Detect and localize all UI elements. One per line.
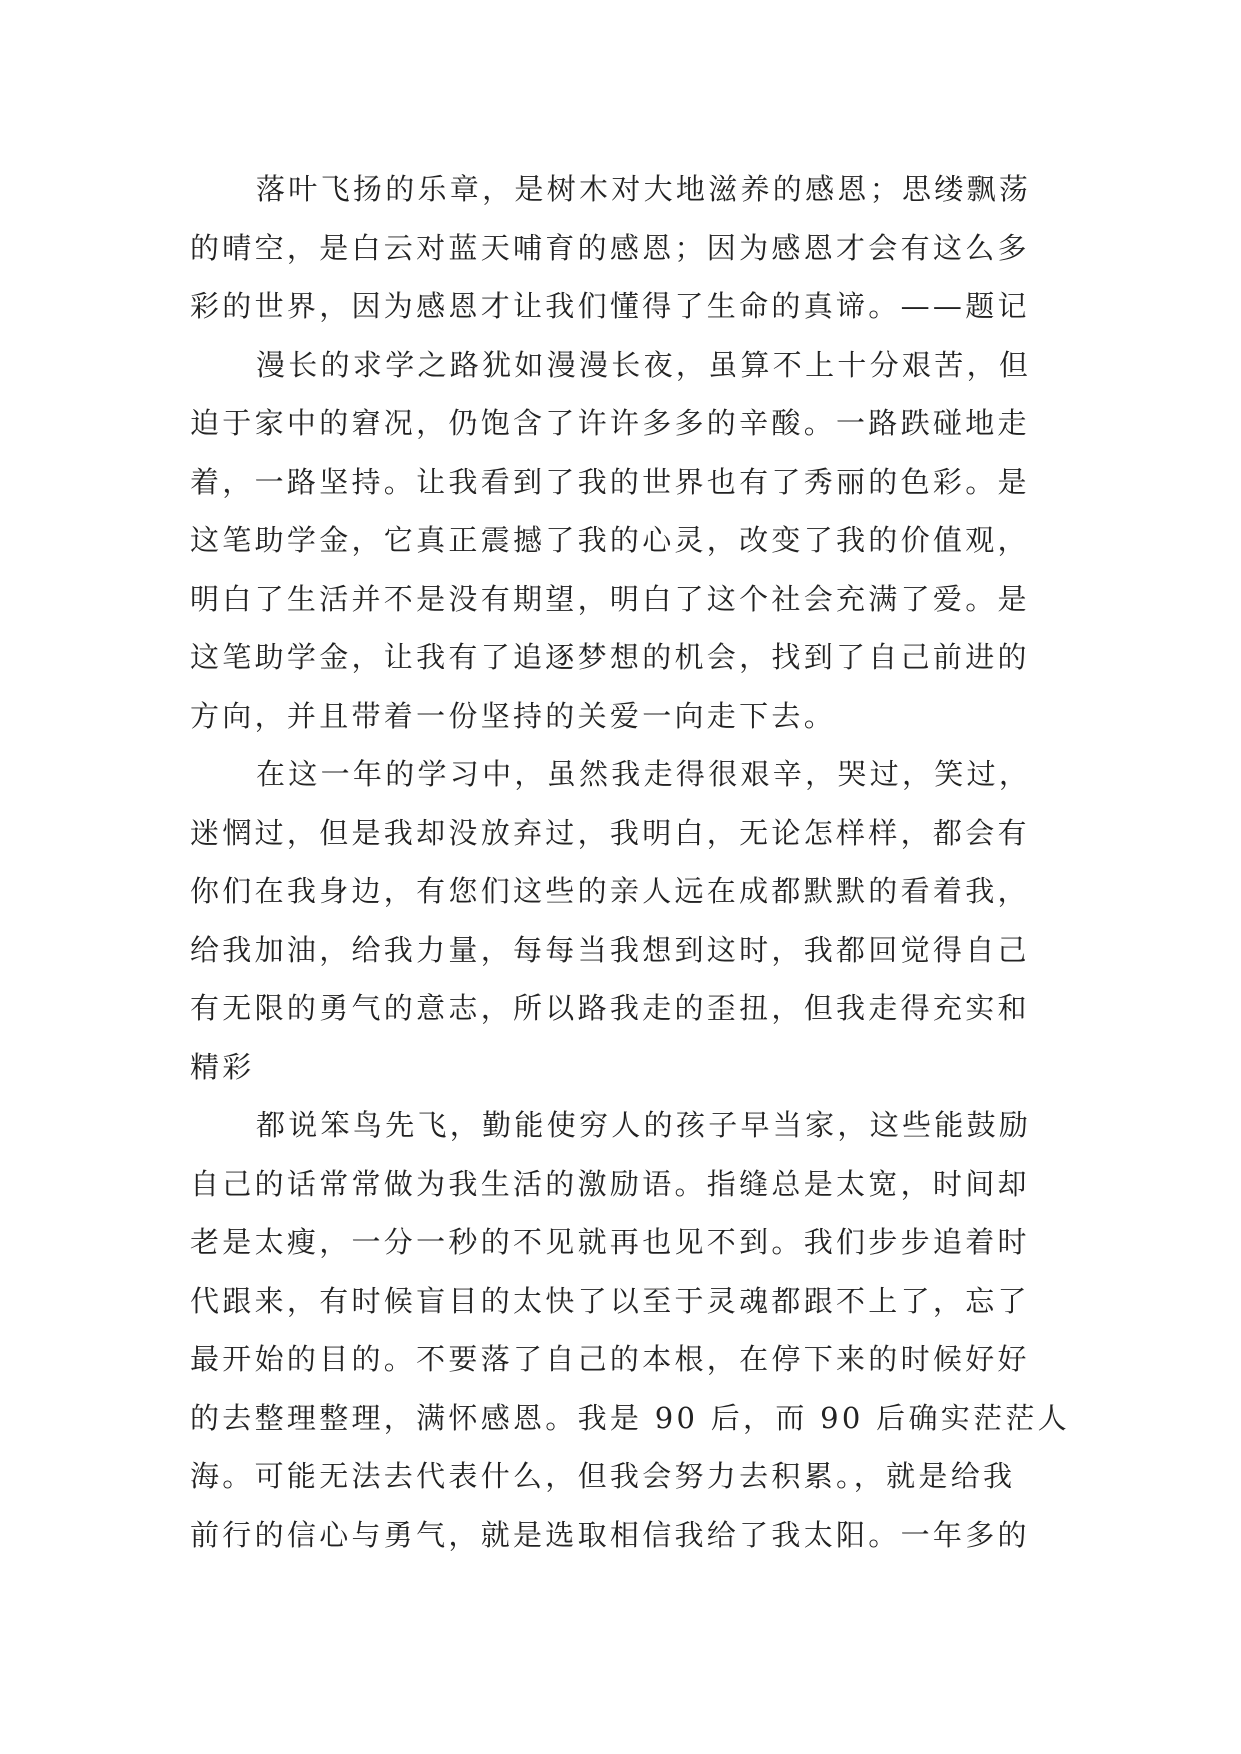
text-line: 给我加油，给我力量，每每当我想到这时，我都回觉得自己 bbox=[190, 932, 1030, 967]
text-line: 的去整理整理，满怀感恩。我是 90 后，而 90 后确实茫茫人 bbox=[190, 1400, 1070, 1435]
paragraph-3 bbox=[190, 745, 1070, 1096]
text-line: 在这一年的学习中，虽然我走得很艰辛，哭过，笑过， bbox=[256, 757, 1032, 791]
text-line: 漫长的求学之路犹如漫漫长夜，虽算不上十分艰苦，但 bbox=[256, 347, 1032, 382]
paragraph-1 bbox=[190, 160, 1070, 336]
text-line: 老是太瘦，一分一秒的不见就再也见不到。我们步步追着时 bbox=[190, 1225, 1030, 1259]
paragraph-4 bbox=[190, 1096, 1070, 1564]
body-text bbox=[190, 160, 1070, 1564]
text-line: 迫于家中的窘况，仍饱含了许许多多的辛酸。一路跌碰地走 bbox=[190, 406, 1030, 440]
text-line: 代跟来，有时候盲目的太快了以至于灵魂都跟不上了，忘了 bbox=[190, 1283, 1030, 1318]
text-line: 迷惘过，但是我却没放弃过，我明白，无论怎样样，都会有 bbox=[190, 815, 1030, 850]
text-line: 有无限的勇气的意志，所以路我走的歪扭，但我走得充实和 bbox=[190, 991, 1030, 1025]
text-line: 的晴空，是白云对蓝天哺育的感恩；因为感恩才会有这么多 bbox=[190, 230, 1030, 265]
text-line: 你们在我身边，有您们这些的亲人远在成都默默的看着我， bbox=[190, 874, 1030, 908]
text-line: 这笔助学金，让我有了追逐梦想的机会，找到了自己前进的 bbox=[190, 640, 1030, 674]
text-line: 着，一路坚持。让我看到了我的世界也有了秀丽的色彩。是 bbox=[190, 464, 1030, 499]
paragraph-2 bbox=[190, 336, 1070, 746]
text-line: 明白了生活并不是没有期望，明白了这个社会充满了爱。是 bbox=[190, 581, 1030, 616]
text-line: 最开始的目的。不要落了自己的本根，在停下来的时候好好 bbox=[190, 1342, 1030, 1376]
text-line: 自己的话常常做为我生活的激励语。指缝总是太宽，时间却 bbox=[190, 1166, 1030, 1201]
text-line: 彩的世界，因为感恩才让我们懂得了生命的真谛。——题记 bbox=[190, 289, 1030, 323]
text-line: 方向，并且带着一份坚持的关爱一向走下去。 bbox=[190, 698, 837, 733]
text-line: 都说笨鸟先飞，勤能使穷人的孩子早当家，这些能鼓励 bbox=[256, 1108, 1032, 1142]
text-line: 前行的信心与勇气，就是选取相信我给了我太阳。一年多的 bbox=[190, 1517, 1030, 1552]
text-line: 落叶飞扬的乐章，是树木对大地滋养的感恩；思缕飘荡 bbox=[256, 172, 1032, 206]
text-line: 海。可能无法去代表什么，但我会努力去积累。，就是给我 bbox=[190, 1459, 1016, 1493]
text-line: 精彩 bbox=[190, 1049, 255, 1084]
text-line: 这笔助学金，它真正震撼了我的心灵，改变了我的价值观， bbox=[190, 523, 1030, 557]
